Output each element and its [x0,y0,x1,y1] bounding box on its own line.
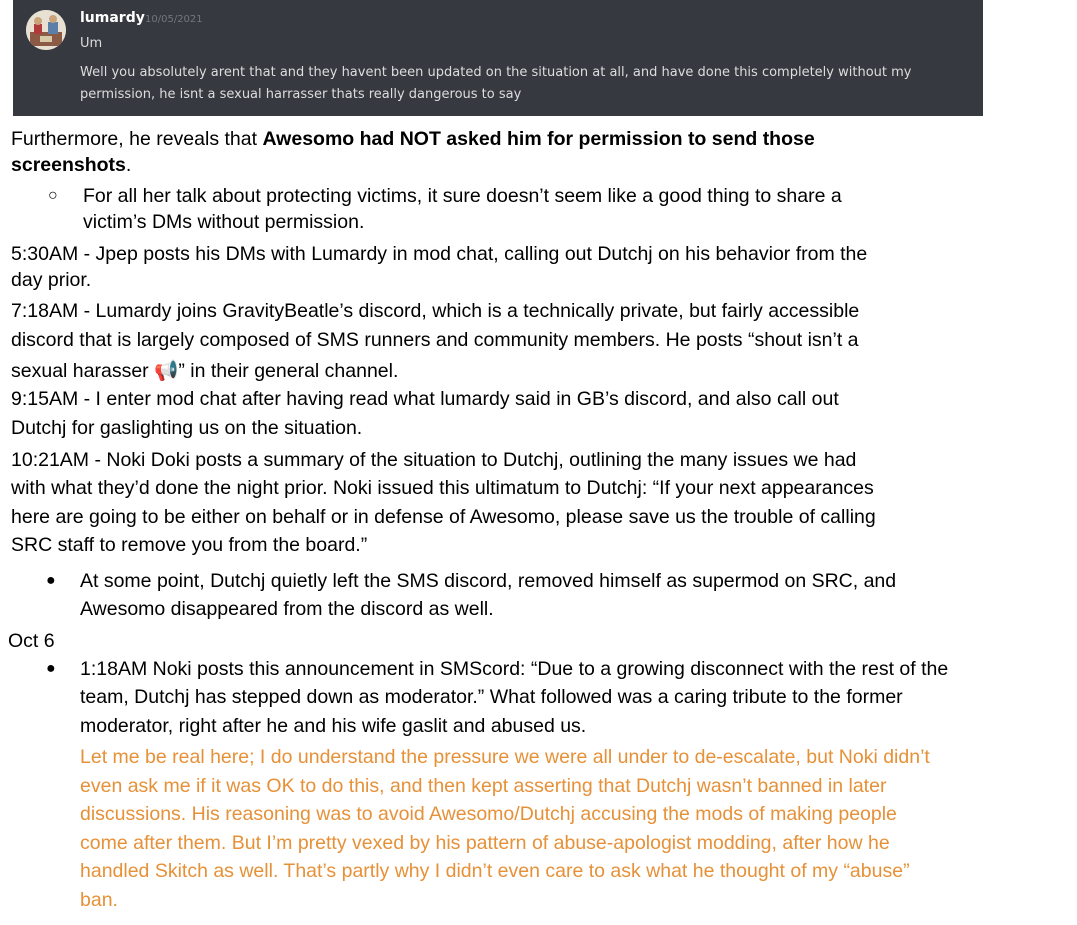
sub-bullet-line: For all her talk about protecting victims, it sure doesn’t seem like a good thing to share a [83,185,842,207]
intro-text: Furthermore, he reveals that [11,128,263,150]
timeline-entry-line: sexual harasser 📢” in their general channel. [11,360,399,382]
bullet-line: moderator, right after he and his wife gaslit and abused us. [80,715,587,737]
discord-message-line: Um [80,36,103,51]
solid-bullet-icon: ● [46,572,56,589]
discord-message-line: Well you absolutely arent that and they havent been updated on the situation at all, and have done this completely without my [80,65,912,80]
bullet-line: 1:18AM Noki posts this announcement in SMScord: “Due to a growing disconnect with the rest of the [80,658,949,680]
orange-note-line: ban. [80,889,118,911]
timeline-entry-line: 10:21AM - Noki Doki posts a summary of the situation to Dutchj, outlining the many issues we had [11,449,857,471]
discord-timestamp: 10/05/2021 [145,14,203,25]
bullet-line: team, Dutchj has stepped down as moderator.” What followed was a caring tribute to the former [80,686,903,708]
intro-paragraph-line [11,152,131,178]
intro-paragraph-line [11,126,815,152]
timeline-entry-line: day prior. [11,269,92,291]
bullet-line: At some point, Dutchj quietly left the SMS discord, removed himself as supermod on SRC, and [80,570,897,592]
timeline-entry-line: with what they’d done the night prior. Noki issued this ultimatum to Dutchj: “If your next appearances [11,477,874,499]
bullet-line: Awesomo disappeared from the discord as well. [80,598,494,620]
date-heading: Oct 6 [8,630,55,652]
orange-note-line: Let me be real here; I do understand the pressure we were all under to de-escalate, but Noki didn’t [80,746,930,768]
timeline-entry-line: SRC staff to remove you from the board.” [11,534,368,556]
discord-username[interactable]: lumardy [80,10,145,26]
intro-bold-text: Awesomo had NOT asked him for permission to send those [262,128,815,150]
intro-bold-text: screenshots [11,154,126,176]
timeline-entry-line: 9:15AM - I enter mod chat after having read what lumardy said in GB’s discord, and also call out [11,388,839,410]
orange-note-line: come after them. But I’m pretty vexed by his pattern of abuse-apologist modding, after how he [80,832,890,854]
solid-bullet-icon: ● [46,660,56,677]
discord-message-line: permission, he isnt a sexual harrasser thats really dangerous to say [80,87,522,102]
timeline-entry-line: 5:30AM - Jpep posts his DMs with Lumardy in mod chat, calling out Dutchj on his behavior from the [11,243,868,265]
timeline-entry-line: Dutchj for gaslighting us on the situation. [11,417,363,439]
timeline-entry-line: 7:18AM - Lumardy joins GravityBeatle’s discord, which is a technically private, but fairly accessible [11,300,860,322]
timeline-entry-line: here are going to be either on behalf or in defense of Awesomo, please save us the trouble of calling [11,506,876,528]
orange-note-line: handled Skitch as well. That’s partly why I didn’t even care to ask what he thought of my “abuse” [80,860,910,882]
orange-note-line: even ask me if it was OK to do this, and then kept asserting that Dutchj wasn’t banned in later [80,775,887,797]
sub-bullet-line: victim’s DMs without permission. [83,211,365,233]
intro-text: . [125,154,132,176]
hollow-bullet-icon: ○ [48,187,58,204]
timeline-entry-line: discord that is largely composed of SMS runners and community members. He posts “shout isn’t a [11,329,859,351]
orange-note-line: discussions. His reasoning was to avoid Awesomo/Dutchj accusing the mods of making people [80,803,897,825]
